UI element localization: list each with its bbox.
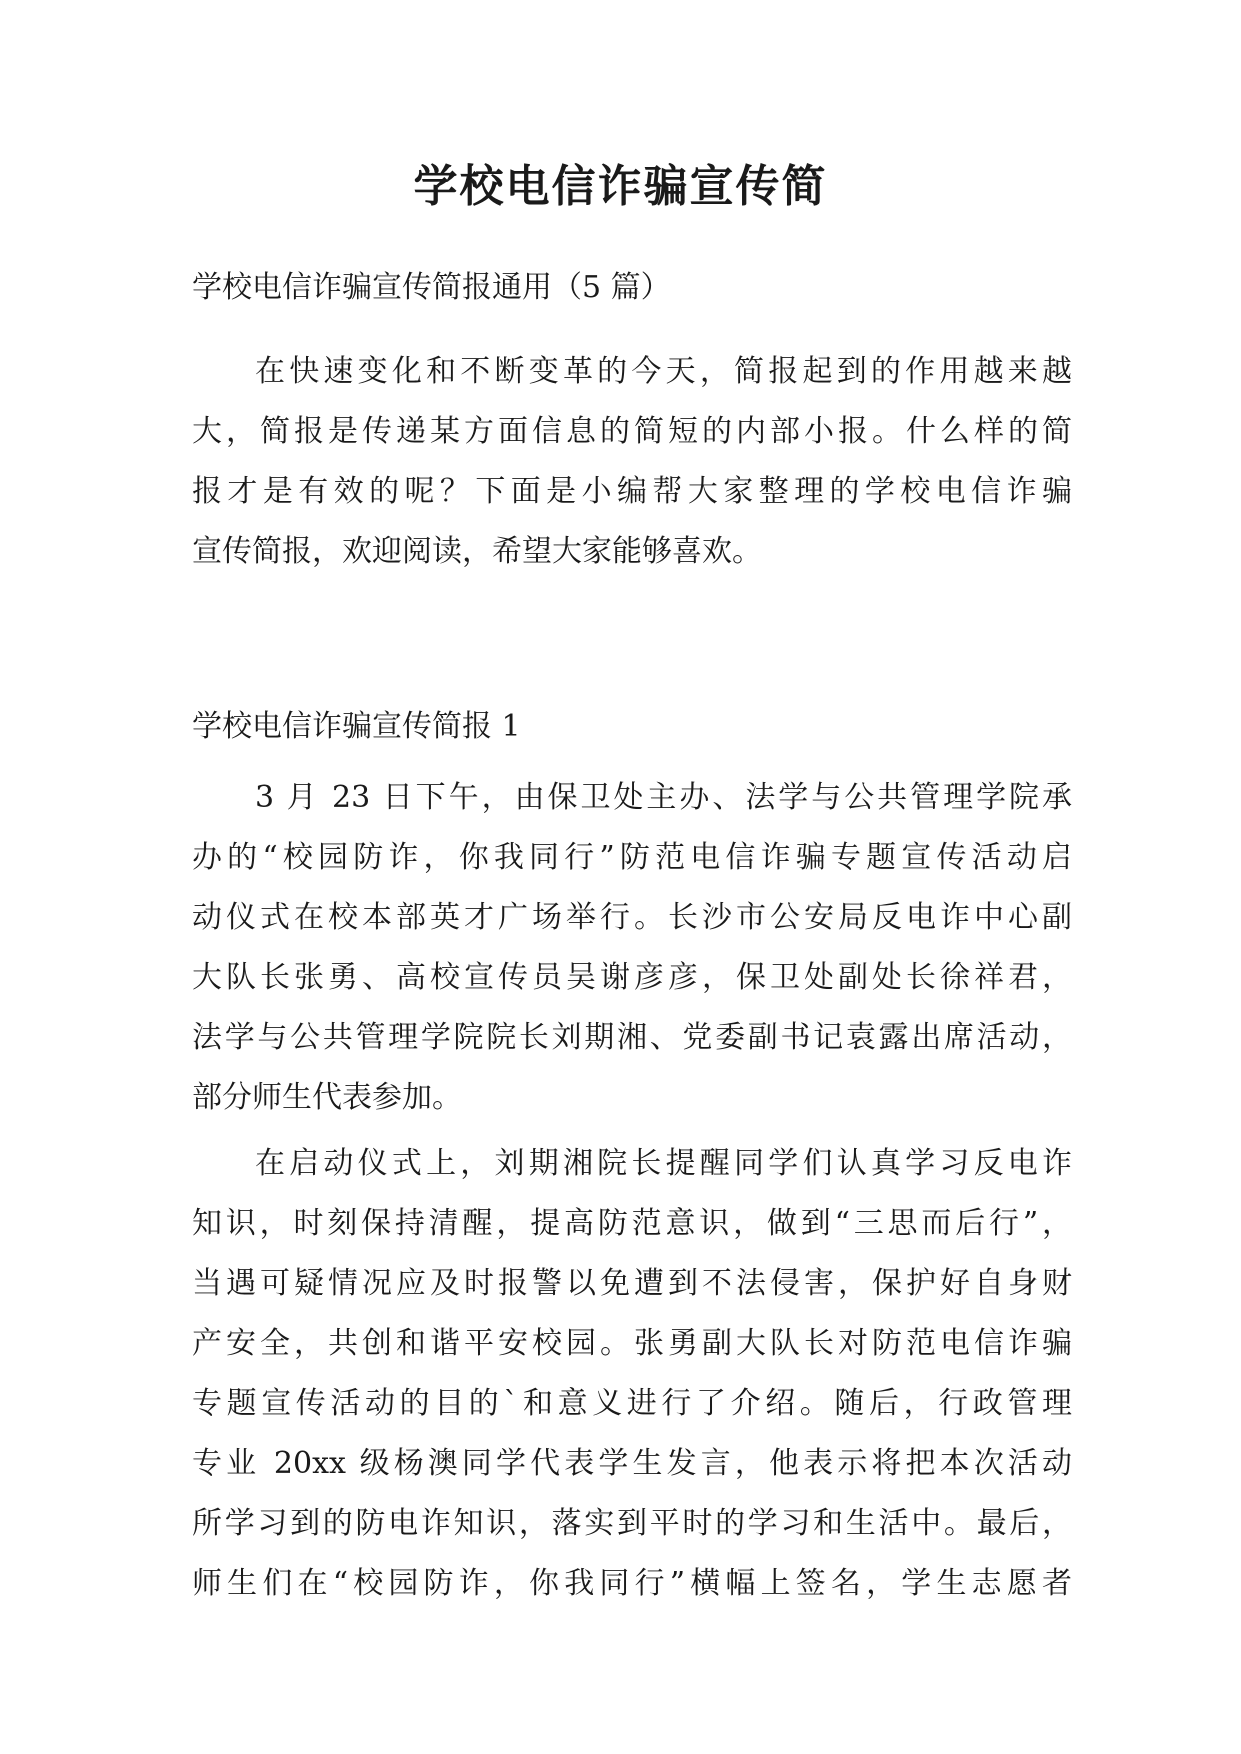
body-paragraph-2 (192, 1134, 1072, 1614)
section-heading: 学校电信诈骗宣传简报 1 (192, 709, 521, 744)
document-subtitle: 学校电信诈骗宣传简报通用（5 篇） (192, 270, 671, 305)
intro-line: 大，简报是传递某方面信息的简短的内部小报。什么样的简 (192, 414, 1072, 449)
body-line: 专业 20xx 级杨澳同学代表学生发言，他表示将把本次活动 (192, 1446, 1072, 1481)
intro-line: 报才是有效的呢？下面是小编帮大家整理的学校电信诈骗 (192, 474, 1072, 509)
body-line: 大队长张勇、高校宣传员吴谢彦彦，保卫处副处长徐祥君， (192, 960, 1072, 995)
body-line: 在启动仪式上，刘期湘院长提醒同学们认真学习反电诈 (255, 1146, 1072, 1181)
body-line: 3 月 23 日下午，由保卫处主办、法学与公共管理学院承 (255, 780, 1072, 815)
intro-paragraph (192, 342, 1072, 582)
body-paragraph-1 (192, 768, 1072, 1128)
body-line: 专题宣传活动的目的`和意义进行了介绍。随后，行政管理 (192, 1386, 1072, 1421)
body-line: 产安全，共创和谐平安校园。张勇副大队长对防范电信诈骗 (192, 1326, 1072, 1361)
body-line: 师生们在“校园防诈，你我同行”横幅上签名，学生志愿者 (192, 1566, 1072, 1601)
body-line: 知识，时刻保持清醒，提高防范意识，做到“三思而后行”， (192, 1206, 1072, 1241)
intro-line: 宣传简报，欢迎阅读，希望大家能够喜欢。 (192, 534, 762, 569)
body-line: 动仪式在校本部英才广场举行。长沙市公安局反电诈中心副 (192, 900, 1072, 935)
intro-line: 在快速变化和不断变革的今天，简报起到的作用越来越 (255, 354, 1072, 389)
body-line: 当遇可疑情况应及时报警以免遭到不法侵害，保护好自身财 (192, 1266, 1072, 1301)
body-line: 法学与公共管理学院院长刘期湘、党委副书记袁露出席活动， (192, 1020, 1072, 1055)
document-title: 学校电信诈骗宣传简 (413, 161, 828, 212)
body-line: 部分师生代表参加。 (192, 1080, 462, 1115)
body-line: 办的“校园防诈，你我同行”防范电信诈骗专题宣传活动启 (192, 840, 1072, 875)
body-line: 所学习到的防电诈知识，落实到平时的学习和生活中。最后， (192, 1506, 1072, 1541)
